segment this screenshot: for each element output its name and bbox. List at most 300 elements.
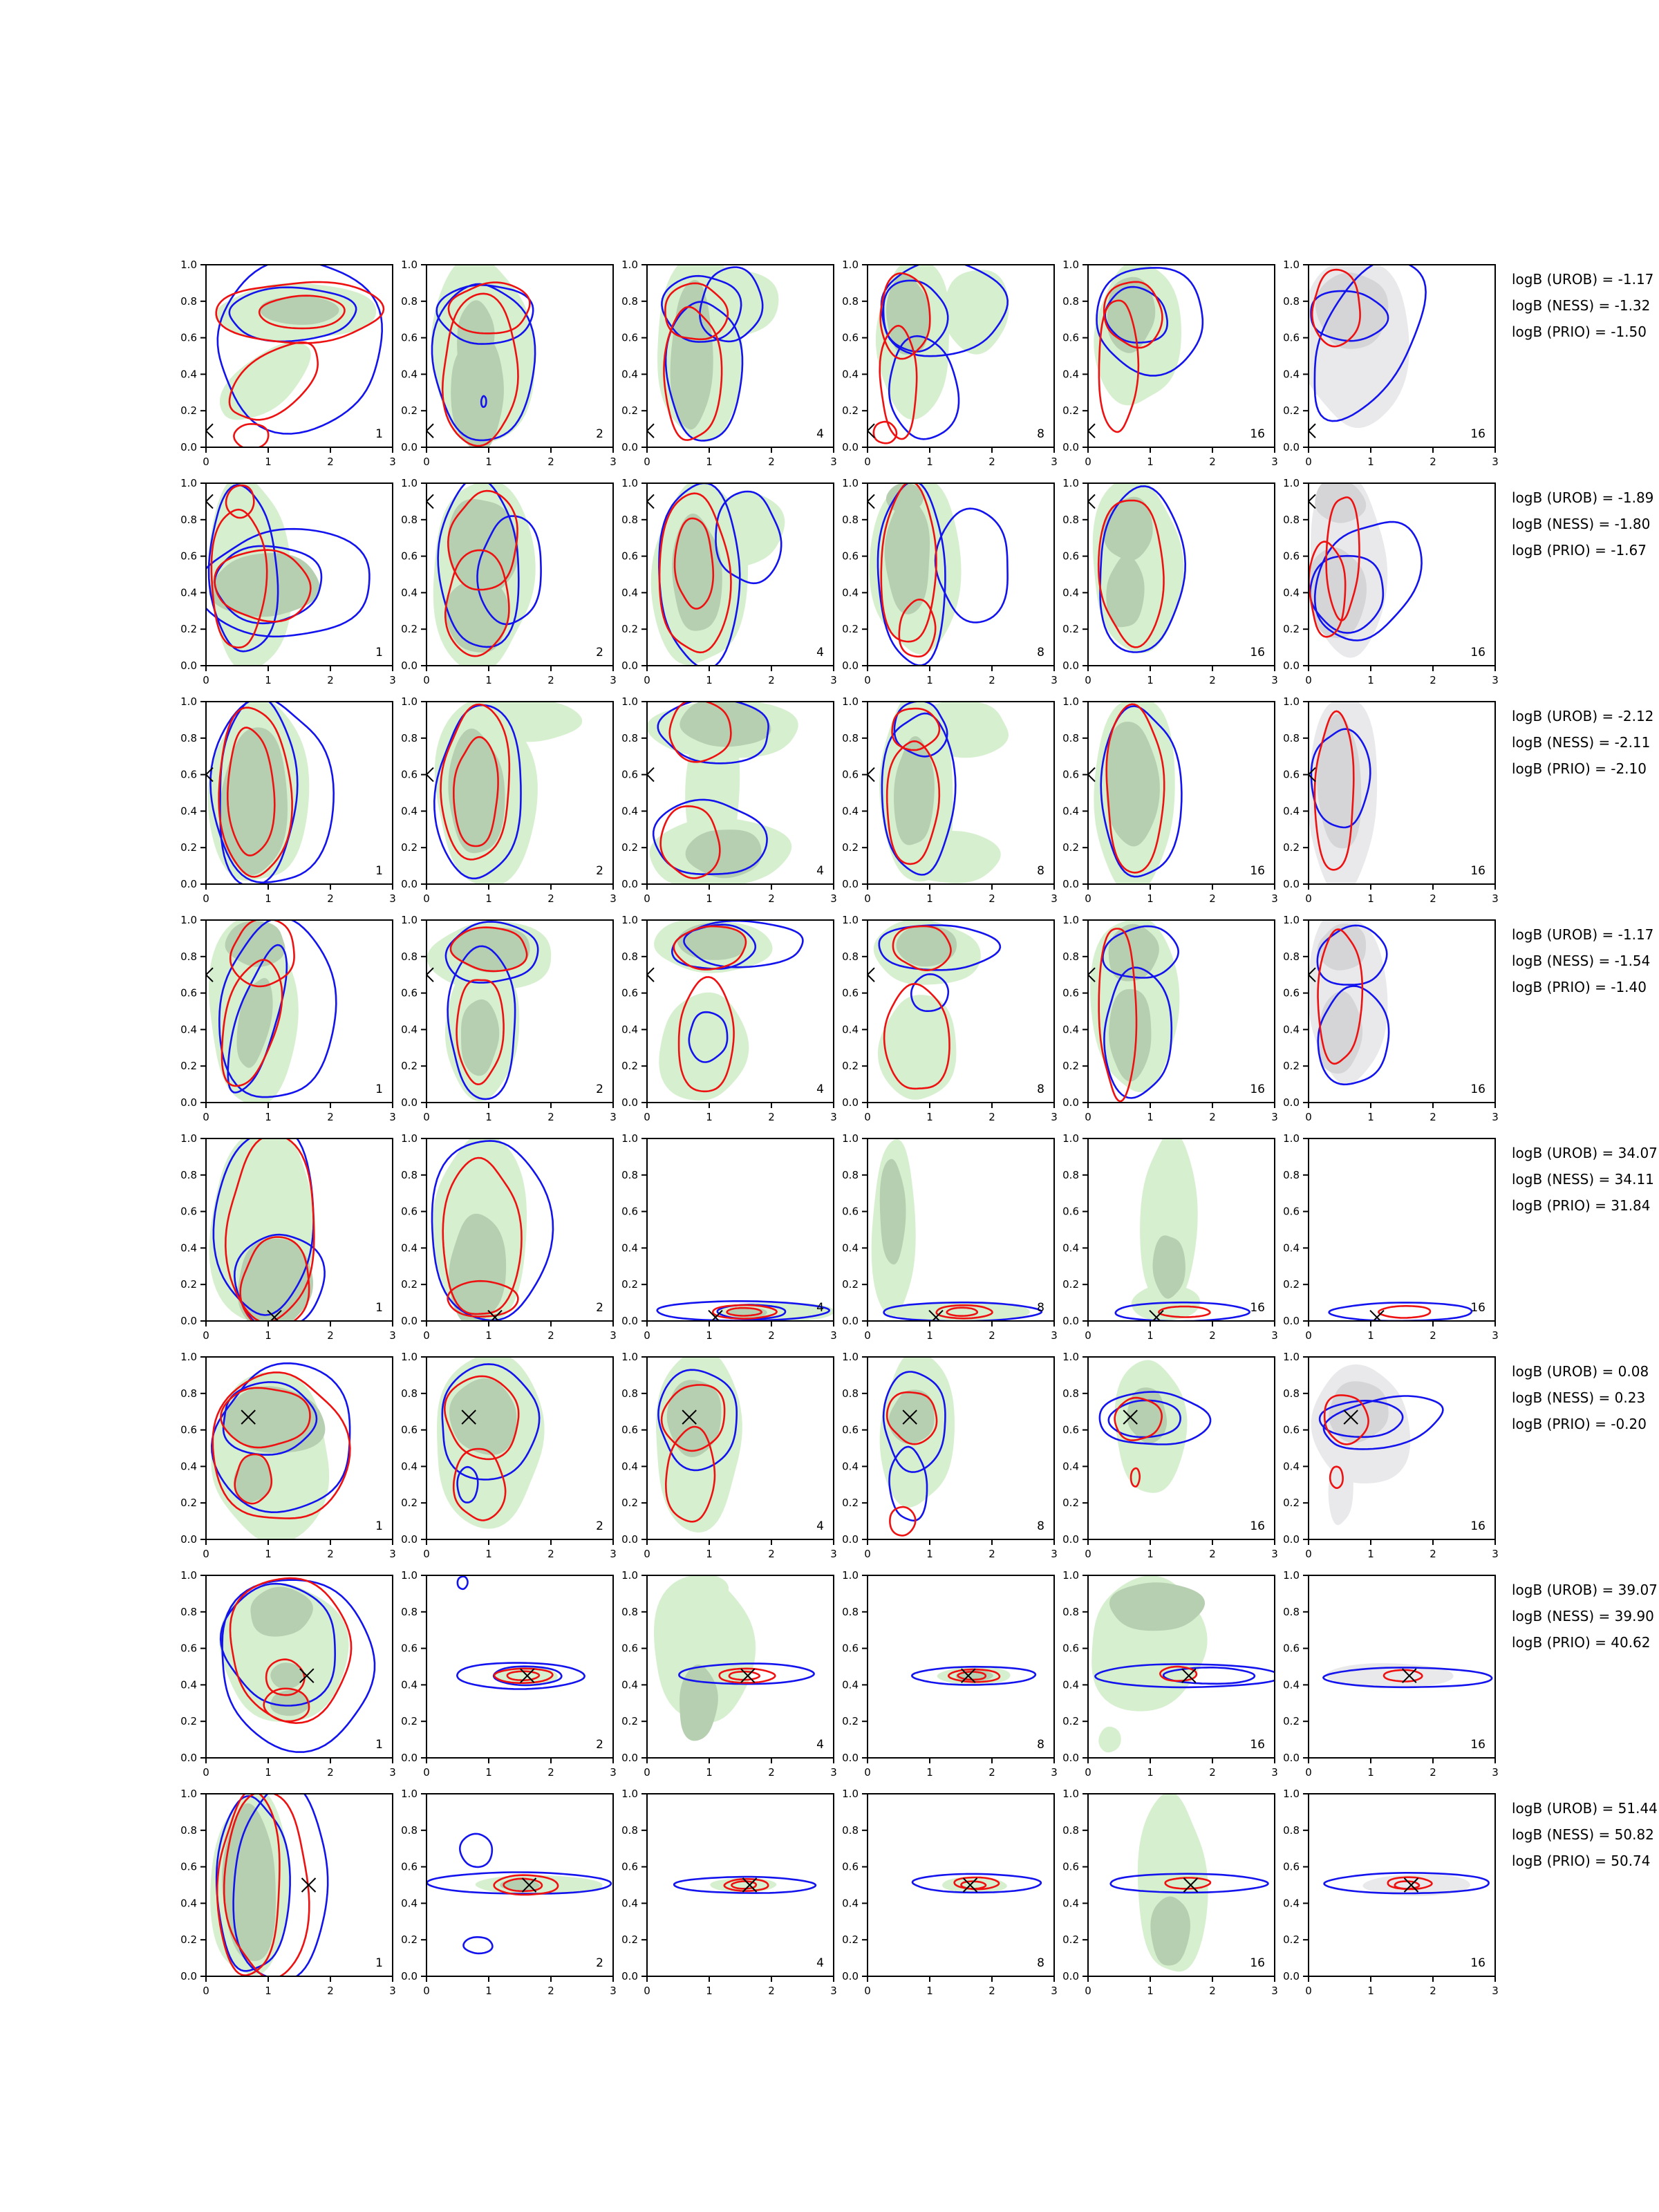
row-annotation-r3 [1512, 708, 1653, 777]
y-tick-label: 0.2 [842, 623, 859, 636]
y-tick-label: 0.2 [1062, 1933, 1079, 1947]
panel-r2c2 [401, 477, 617, 686]
x-tick-label: 2 [988, 1766, 995, 1779]
x-tick-label: 3 [1051, 456, 1058, 468]
y-tick-label: 0.0 [621, 1970, 638, 1983]
y-tick-label: 0.8 [180, 731, 197, 744]
x-tick-label: 1 [265, 1985, 272, 1997]
row-annotation-r4 [1512, 926, 1653, 995]
logB-annotation: logB (UROB) = 51.44 [1512, 1800, 1658, 1817]
y-tick-label: 0.0 [842, 441, 859, 453]
kde-fill-outer [944, 270, 1009, 354]
logB-annotation: logB (PRIO) = -1.67 [1512, 542, 1647, 559]
contour-layers [861, 480, 1008, 666]
x-tick-label: 3 [830, 1548, 837, 1560]
y-tick-label: 0.2 [621, 1933, 638, 1947]
y-tick-label: 0.8 [1283, 1824, 1300, 1837]
panel-r8c3 [621, 1788, 837, 1997]
x-tick-label: 0 [423, 892, 430, 905]
y-tick-label: 0.4 [1062, 1897, 1079, 1910]
y-tick-label: 1.0 [842, 1351, 859, 1363]
y-tick-label: 0.4 [1283, 1678, 1300, 1691]
y-tick-label: 0.2 [842, 1933, 859, 1947]
logB-annotation: logB (PRIO) = 31.84 [1512, 1197, 1651, 1214]
x-tick-label: 2 [1430, 1548, 1436, 1560]
x-tick-label: 0 [1085, 674, 1091, 686]
y-tick-label: 1.0 [621, 914, 638, 926]
y-tick-label: 0.2 [1062, 1715, 1079, 1728]
y-tick-label: 0.0 [401, 1315, 418, 1327]
panel-r3c6 [1283, 695, 1499, 905]
y-tick-label: 0.8 [1283, 513, 1300, 526]
y-tick-label: 0.2 [621, 841, 638, 854]
y-tick-label: 0.0 [1283, 1752, 1300, 1764]
y-tick-label: 0.8 [1062, 513, 1079, 526]
contour-layers [197, 475, 370, 671]
x-tick-label: 1 [1367, 1985, 1374, 1997]
y-tick-label: 1.0 [1062, 1788, 1079, 1800]
panel-count-label: 4 [816, 427, 824, 441]
y-tick-label: 0.0 [180, 878, 197, 890]
y-tick-label: 0.6 [401, 550, 418, 563]
y-tick-label: 0.0 [1062, 1752, 1079, 1764]
panel-count-label: 1 [375, 427, 383, 441]
y-tick-label: 0.8 [621, 294, 638, 308]
y-tick-label: 0.0 [621, 1096, 638, 1109]
y-tick-label: 0.0 [842, 1096, 859, 1109]
y-tick-label: 0.4 [401, 805, 418, 818]
y-tick-label: 0.6 [180, 1860, 197, 1873]
x-tick-label: 1 [1147, 1111, 1154, 1123]
x-tick-label: 3 [1492, 1329, 1499, 1342]
x-tick-label: 2 [327, 892, 334, 905]
contour-layers [420, 921, 551, 1101]
y-tick-label: 0.2 [180, 623, 197, 636]
row-annotation-r1 [1512, 271, 1653, 340]
x-tick-label: 3 [1271, 456, 1278, 468]
y-tick-label: 0.8 [842, 513, 859, 526]
row-annotation-r7 [1512, 1582, 1658, 1651]
y-tick-label: 0.0 [401, 1752, 418, 1764]
y-tick-label: 0.4 [842, 368, 859, 381]
logB-annotation: logB (NESS) = -1.80 [1512, 516, 1651, 532]
y-tick-label: 0.6 [621, 1423, 638, 1436]
panel-r6c2 [401, 1351, 617, 1560]
y-tick-label: 0.2 [180, 1715, 197, 1728]
y-tick-label: 0.4 [842, 586, 859, 599]
panel-count-label: 16 [1470, 646, 1485, 659]
logB-annotation: logB (UROB) = 34.07 [1512, 1145, 1658, 1161]
contour-layers [219, 1578, 375, 1752]
y-tick-label: 0.4 [1062, 1023, 1079, 1036]
y-tick-label: 0.8 [1062, 1824, 1079, 1837]
contour-layers [861, 690, 1009, 883]
y-tick-label: 0.6 [1062, 1642, 1079, 1655]
y-tick-label: 0.4 [1062, 1678, 1079, 1691]
row-annotation-r2 [1512, 489, 1653, 559]
x-tick-label: 1 [1367, 892, 1374, 905]
x-tick-label: 2 [327, 1548, 334, 1560]
panel-count-label: 8 [1037, 1519, 1044, 1533]
x-tick-label: 0 [423, 674, 430, 686]
panel-r8c5 [1062, 1788, 1278, 1997]
y-tick-label: 0.6 [1062, 550, 1079, 563]
panel-r6c3 [621, 1349, 837, 1560]
y-tick-label: 0.4 [180, 1023, 197, 1036]
x-tick-label: 2 [1209, 1766, 1216, 1779]
x-tick-label: 3 [389, 1985, 396, 1997]
panel-r5c2 [401, 1132, 617, 1342]
x-tick-label: 1 [485, 456, 492, 468]
contour-layers [199, 697, 334, 886]
y-tick-label: 0.4 [1283, 1241, 1300, 1255]
y-tick-label: 0.8 [401, 950, 418, 963]
y-tick-label: 0.4 [1062, 1460, 1079, 1473]
y-tick-label: 0.8 [180, 1168, 197, 1181]
panel-r6c1 [180, 1351, 396, 1560]
y-tick-label: 0.0 [621, 659, 638, 672]
x-tick-label: 0 [644, 674, 650, 686]
panel-r8c6 [1283, 1788, 1499, 1997]
x-tick-label: 3 [389, 1329, 396, 1342]
x-tick-label: 0 [864, 1548, 871, 1560]
y-tick-label: 0.2 [621, 1497, 638, 1510]
panel-r2c3 [621, 477, 837, 686]
y-tick-label: 1.0 [180, 914, 197, 926]
y-tick-label: 0.2 [1062, 623, 1079, 636]
y-tick-label: 1.0 [401, 1569, 418, 1582]
x-tick-label: 0 [1305, 1111, 1312, 1123]
y-tick-label: 0.6 [1283, 550, 1300, 563]
x-tick-label: 3 [830, 892, 837, 905]
y-tick-label: 0.6 [401, 331, 418, 344]
x-tick-label: 1 [926, 1766, 933, 1779]
y-tick-label: 0.6 [401, 1423, 418, 1436]
contour-layers [912, 1874, 1041, 1893]
x-tick-label: 0 [1305, 456, 1312, 468]
y-tick-label: 0.4 [401, 368, 418, 381]
contour-layers [1081, 261, 1203, 438]
x-tick-label: 3 [1271, 1766, 1278, 1779]
x-tick-label: 1 [485, 674, 492, 686]
contour-layers [640, 480, 785, 669]
y-tick-label: 0.0 [621, 878, 638, 890]
panel-count-label: 8 [1037, 1738, 1044, 1752]
panel-count-label: 8 [1037, 1301, 1044, 1315]
logB-annotation: logB (UROB) = 39.07 [1512, 1582, 1658, 1598]
x-tick-label: 1 [926, 1985, 933, 1997]
x-tick-label: 0 [1305, 1548, 1312, 1560]
y-tick-label: 1.0 [1283, 695, 1300, 708]
contour-layers [654, 1575, 814, 1741]
x-tick-label: 2 [1209, 456, 1216, 468]
kde-fill-outer [710, 1878, 776, 1893]
y-tick-label: 0.6 [621, 986, 638, 1000]
y-tick-label: 0.6 [180, 550, 197, 563]
axes-spines [1309, 1138, 1495, 1321]
y-tick-label: 1.0 [180, 477, 197, 489]
y-tick-label: 0.6 [621, 1205, 638, 1218]
y-tick-label: 0.0 [180, 1315, 197, 1327]
x-tick-label: 0 [644, 1111, 650, 1123]
x-tick-label: 0 [423, 1111, 430, 1123]
x-tick-label: 0 [203, 1985, 209, 1997]
kde-fill-outer [659, 993, 749, 1101]
y-tick-label: 0.0 [1283, 441, 1300, 453]
y-tick-label: 1.0 [1283, 914, 1300, 926]
y-tick-label: 0.8 [401, 1387, 418, 1400]
panel-count-label: 4 [816, 1738, 824, 1752]
y-tick-label: 1.0 [621, 695, 638, 708]
panel-r8c1 [180, 1783, 396, 1998]
contour-layers [1081, 478, 1185, 653]
panel-r5c3 [621, 1132, 837, 1342]
panel-r4c6 [1283, 912, 1499, 1124]
x-tick-label: 2 [327, 1766, 334, 1779]
x-tick-label: 0 [1085, 456, 1091, 468]
x-tick-label: 0 [423, 1329, 430, 1342]
contour-layers [640, 919, 803, 1101]
x-tick-label: 2 [327, 1985, 334, 1997]
x-tick-label: 1 [926, 1329, 933, 1342]
y-tick-label: 0.6 [401, 1205, 418, 1218]
y-tick-label: 0.4 [401, 1460, 418, 1473]
y-tick-label: 1.0 [1283, 1351, 1300, 1363]
contour-layers [674, 1877, 816, 1893]
blue-contour-line [464, 1937, 493, 1953]
y-tick-label: 0.8 [180, 1824, 197, 1837]
panel-count-label: 16 [1470, 1301, 1485, 1315]
y-tick-label: 0.6 [842, 1423, 859, 1436]
x-tick-label: 2 [547, 1548, 554, 1560]
y-tick-label: 0.8 [842, 1605, 859, 1618]
y-tick-label: 0.4 [180, 1241, 197, 1255]
x-tick-label: 2 [1430, 892, 1436, 905]
x-tick-label: 2 [547, 456, 554, 468]
y-tick-label: 0.0 [180, 1533, 197, 1546]
panel-count-label: 1 [375, 1082, 383, 1096]
x-tick-label: 2 [988, 1985, 995, 1997]
panel-r7c1 [180, 1569, 396, 1779]
y-tick-label: 0.0 [1283, 1315, 1300, 1327]
y-tick-label: 0.0 [621, 1752, 638, 1764]
y-tick-label: 0.2 [1062, 1278, 1079, 1291]
y-tick-label: 0.2 [621, 1715, 638, 1728]
panel-count-label: 4 [816, 1956, 824, 1970]
x-tick-label: 3 [1271, 674, 1278, 686]
y-tick-label: 0.6 [180, 986, 197, 1000]
contour-layers [1091, 1575, 1281, 1752]
y-tick-label: 0.4 [1283, 1023, 1300, 1036]
y-tick-label: 1.0 [621, 1788, 638, 1800]
panel-r6c5 [1062, 1351, 1278, 1560]
y-tick-label: 1.0 [621, 259, 638, 271]
y-tick-label: 0.6 [1283, 1860, 1300, 1873]
y-tick-label: 0.8 [842, 1168, 859, 1181]
x-tick-label: 1 [265, 456, 272, 468]
panel-r3c3 [621, 695, 837, 905]
y-tick-label: 1.0 [401, 695, 418, 708]
y-tick-label: 0.0 [1062, 1970, 1079, 1983]
x-tick-label: 3 [1051, 892, 1058, 905]
y-tick-label: 0.6 [842, 550, 859, 563]
x-tick-label: 2 [988, 892, 995, 905]
x-tick-label: 3 [389, 456, 396, 468]
y-tick-label: 0.8 [1062, 1387, 1079, 1400]
contour-layers [1302, 473, 1422, 658]
panel-r5c6 [1283, 1132, 1499, 1342]
y-tick-label: 0.4 [842, 1897, 859, 1910]
row-annotation-r5 [1512, 1145, 1658, 1214]
x-tick-label: 0 [203, 1548, 209, 1560]
x-tick-label: 2 [988, 1329, 995, 1342]
y-tick-label: 0.0 [621, 1533, 638, 1546]
x-tick-label: 1 [1147, 1985, 1154, 1997]
y-tick-label: 1.0 [842, 1132, 859, 1145]
panel-count-label: 16 [1250, 1082, 1265, 1096]
y-tick-label: 0.8 [842, 1387, 859, 1400]
panel-r4c5 [1062, 914, 1278, 1123]
blue-contour-line [460, 1834, 492, 1867]
x-tick-label: 3 [830, 1766, 837, 1779]
y-tick-label: 0.0 [1062, 878, 1079, 890]
y-tick-label: 0.0 [621, 441, 638, 453]
y-tick-label: 0.6 [1283, 1205, 1300, 1218]
x-tick-label: 1 [1367, 1766, 1374, 1779]
y-tick-label: 0.0 [401, 441, 418, 453]
y-tick-label: 0.4 [1283, 1460, 1300, 1473]
y-tick-label: 0.6 [1283, 768, 1300, 781]
x-tick-label: 0 [864, 674, 871, 686]
contour-layers [427, 1834, 611, 1953]
y-tick-label: 1.0 [1062, 914, 1079, 926]
y-tick-label: 0.2 [842, 1715, 859, 1728]
y-tick-label: 0.0 [401, 659, 418, 672]
x-tick-label: 3 [1492, 1111, 1499, 1123]
x-tick-label: 1 [265, 674, 272, 686]
y-tick-label: 0.6 [621, 1860, 638, 1873]
x-tick-label: 2 [1430, 1985, 1436, 1997]
y-tick-label: 0.4 [1062, 1241, 1079, 1255]
panel-r6c6 [1283, 1351, 1499, 1560]
x-tick-label: 2 [1209, 1548, 1216, 1560]
contour-layers [1311, 1365, 1443, 1525]
panel-count-label: 16 [1250, 1519, 1265, 1533]
x-tick-label: 3 [610, 1548, 617, 1560]
x-tick-label: 2 [547, 674, 554, 686]
x-tick-label: 3 [1492, 892, 1499, 905]
contour-layers [861, 919, 1000, 1100]
y-tick-label: 0.0 [401, 878, 418, 890]
x-tick-label: 2 [547, 892, 554, 905]
x-tick-label: 1 [926, 674, 933, 686]
y-tick-label: 0.4 [1283, 586, 1300, 599]
y-tick-label: 0.2 [180, 841, 197, 854]
x-tick-label: 0 [1305, 674, 1312, 686]
panel-count-label: 16 [1250, 427, 1265, 441]
panel-r8c2 [401, 1788, 617, 1997]
y-tick-label: 1.0 [842, 914, 859, 926]
y-tick-label: 0.0 [1283, 878, 1300, 890]
panel-count-label: 1 [375, 1519, 383, 1533]
y-tick-label: 0.2 [180, 1497, 197, 1510]
x-tick-label: 0 [644, 892, 650, 905]
panel-count-label: 1 [375, 1738, 383, 1752]
panel-r2c5 [1062, 477, 1278, 686]
y-tick-label: 0.0 [180, 1096, 197, 1109]
contour-layers [640, 699, 798, 890]
y-tick-label: 1.0 [1283, 1569, 1300, 1582]
panel-r3c2 [401, 695, 617, 905]
x-tick-label: 3 [610, 1111, 617, 1123]
x-tick-label: 3 [610, 892, 617, 905]
panel-r7c3 [621, 1569, 837, 1779]
x-tick-label: 0 [423, 1985, 430, 1997]
panel-count-label: 8 [1037, 427, 1044, 441]
y-tick-label: 0.4 [401, 1897, 418, 1910]
x-tick-label: 1 [485, 892, 492, 905]
y-tick-label: 0.4 [1283, 1897, 1300, 1910]
panel-count-label: 1 [375, 646, 383, 659]
y-tick-label: 0.2 [180, 1278, 197, 1291]
y-tick-label: 0.8 [180, 513, 197, 526]
y-tick-label: 1.0 [842, 259, 859, 271]
contour-layers [199, 917, 336, 1106]
y-tick-label: 0.0 [621, 1315, 638, 1327]
y-tick-label: 0.2 [1283, 1060, 1300, 1073]
y-tick-label: 0.4 [1283, 805, 1300, 818]
logB-annotation: logB (PRIO) = -1.40 [1512, 979, 1647, 995]
panel-r4c1 [180, 914, 396, 1123]
y-tick-label: 0.6 [621, 1642, 638, 1655]
y-tick-label: 0.4 [1062, 805, 1079, 818]
x-tick-label: 1 [485, 1985, 492, 1997]
panel-count-label: 2 [596, 864, 603, 878]
logB-annotation: logB (NESS) = -1.32 [1512, 297, 1651, 314]
x-tick-label: 3 [1271, 892, 1278, 905]
x-tick-label: 0 [864, 892, 871, 905]
y-tick-label: 0.8 [621, 1824, 638, 1837]
x-tick-label: 0 [1085, 1329, 1091, 1342]
y-tick-label: 0.8 [1283, 950, 1300, 963]
y-tick-label: 1.0 [401, 1132, 418, 1145]
x-tick-label: 3 [830, 1111, 837, 1123]
y-tick-label: 0.0 [1062, 1096, 1079, 1109]
contour-layers [1100, 1360, 1210, 1493]
contour-layers [1323, 1663, 1492, 1688]
x-tick-label: 2 [988, 1548, 995, 1560]
x-tick-label: 3 [389, 1548, 396, 1560]
x-tick-label: 3 [389, 1766, 396, 1779]
x-tick-label: 0 [423, 1548, 430, 1560]
y-tick-label: 0.2 [401, 623, 418, 636]
y-tick-label: 1.0 [621, 1569, 638, 1582]
y-tick-label: 0.4 [180, 368, 197, 381]
blue-contour-line [458, 1577, 468, 1589]
y-tick-label: 0.2 [1283, 841, 1300, 854]
y-tick-label: 0.2 [401, 1715, 418, 1728]
y-tick-label: 0.0 [842, 1533, 859, 1546]
y-tick-label: 0.6 [842, 986, 859, 1000]
x-tick-label: 1 [1147, 892, 1154, 905]
panel-count-label: 2 [596, 1301, 603, 1315]
panel-count-label: 2 [596, 646, 603, 659]
y-tick-label: 1.0 [1062, 477, 1079, 489]
x-tick-label: 1 [1147, 1548, 1154, 1560]
x-tick-label: 0 [1305, 1985, 1312, 1997]
logB-annotation: logB (PRIO) = 50.74 [1512, 1853, 1651, 1869]
y-tick-label: 0.8 [1283, 1168, 1300, 1181]
